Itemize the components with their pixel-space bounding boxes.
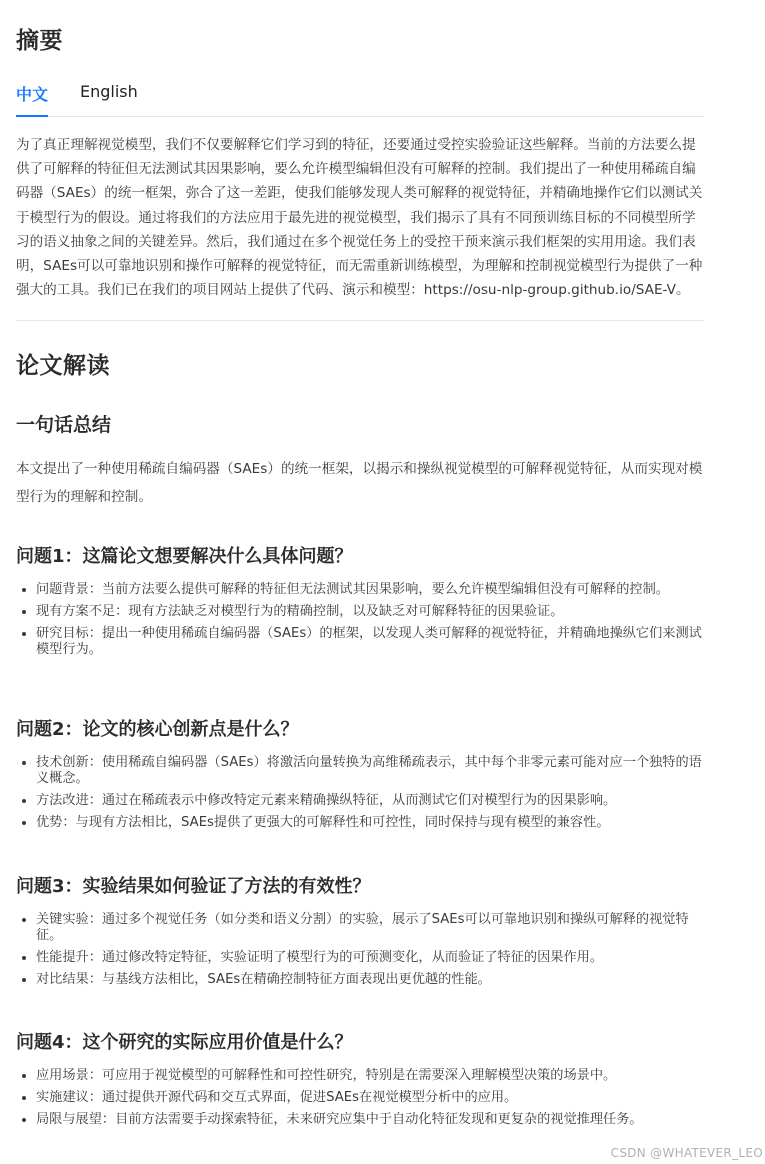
summary-title: 一句话总结 — [16, 414, 112, 436]
divider — [16, 320, 704, 321]
tab-chinese[interactable]: 中文 — [16, 82, 48, 117]
list-item: • 性能提升：通过修改特定特征，实验证明了模型行为的可预测变化，从而验证了特征的因果作用。 — [36, 950, 704, 966]
list-item: • 问题背景：当前方法要么提供可解释的特征但无法测试其因果影响，要么允许模型编辑但没有可解释的控制。 — [36, 582, 704, 598]
list-item: • 对比结果：与基线方法相比，SAEs在精确控制特征方面表现出更优越的性能。 — [36, 972, 704, 988]
question-list — [16, 1068, 704, 1128]
list-item: • 局限与展望：目前方法需要手动探索特征，未来研究应集中于自动化特征发现和更复杂的视觉推理任务。 — [36, 1112, 704, 1128]
question-title: 问题2：论文的核心创新点是什么？ — [16, 719, 299, 740]
question-list — [16, 582, 704, 658]
question-title: 问题4：这个研究的实际应用价值是什么？ — [16, 1032, 353, 1053]
list-item: • 技术创新：使用稀疏自编码器（SAEs）将激活向量转换为高维稀疏表示，其中每个非零元素可能对应一个独特的语义概念。 — [36, 755, 704, 787]
question-section — [16, 872, 704, 994]
list-item: • 优势：与现有方法相比，SAEs提供了更强大的可解释性和可控性，同时保持与现有模型的兼容性。 — [36, 815, 704, 831]
list-item: • 关键实验：通过多个视觉任务（如分类和语义分割）的实验，展示了SAEs可以可靠地识别和操纵可解释的视觉特征。 — [36, 912, 704, 944]
list-item: • 方法改进：通过在稀疏表示中修改特定元素来精确操纵特征，从而测试它们对模型行为的因果影响。 — [36, 793, 704, 809]
question-title: 问题3：实验结果如何验证了方法的有效性？ — [16, 876, 371, 897]
abstract-text: 为了真正理解视觉模型，我们不仅要解释它们学习到的特征，还要通过受控实验验证这些解释。当前的方法要么提供了可解释的特征但无法测试其因果影响，要么允许模型编辑但没有可解释的控制。我们提出了一种使用稀疏自编码器（SAEs）的统一框架，弥合了这一差距，使我们能够发现人类可解释的视觉特征，并精确地操作它们以测试关于模型行为的假设。通过将我们的方法应用于最先进的视觉模型，我们揭示了具有不同预训练目标的不同模型所学习的语义抽象之间的关键差异。然后，我们通过在多个视觉任务上的受控干预来演示我们框架的实用用途。我们表明，SAEs可以可靠地识别和操作可解释的视觉特征，而无需重新训练模型，为理解和控制视觉模型行为提供了一种强大的工具。我们已在我们的项目网站上提供了代码、演示和模型：https://osu-nlp-group.github.io/SAE-V。 — [16, 137, 703, 299]
question-section — [16, 715, 704, 837]
interpretation-title: 论文解读 — [16, 353, 110, 379]
question-section — [16, 542, 704, 664]
watermark: CSDN @WHATEVER_LEO — [610, 1146, 763, 1160]
list-item: • 应用场景：可应用于视觉模型的可解释性和可控性研究，特别是在需要深入理解模型决策的场景中。 — [36, 1068, 704, 1084]
tab-english[interactable]: English — [80, 82, 138, 101]
summary-text: 本文提出了一种使用稀疏自编码器（SAEs）的统一框架，以揭示和操纵视觉模型的可解释视觉特征，从而实现对模型行为的理解和控制。 — [16, 461, 703, 505]
question-title: 问题1：这篇论文想要解决什么具体问题？ — [16, 546, 353, 567]
list-item: • 实施建议：通过提供开源代码和交互式界面，促进SAEs在视觉模型分析中的应用。 — [36, 1090, 704, 1106]
list-item: • 现有方案不足：现有方法缺乏对模型行为的精确控制，以及缺乏对可解释特征的因果验证。 — [36, 604, 704, 620]
language-tabs — [16, 78, 704, 117]
question-list — [16, 755, 704, 831]
list-item: • 研究目标：提出一种使用稀疏自编码器（SAEs）的框架，以发现人类可解释的视觉特征，并精确地操纵它们来测试模型行为。 — [36, 626, 704, 658]
abstract-title: 摘要 — [16, 28, 63, 54]
question-section — [16, 1028, 704, 1134]
question-list — [16, 912, 704, 988]
